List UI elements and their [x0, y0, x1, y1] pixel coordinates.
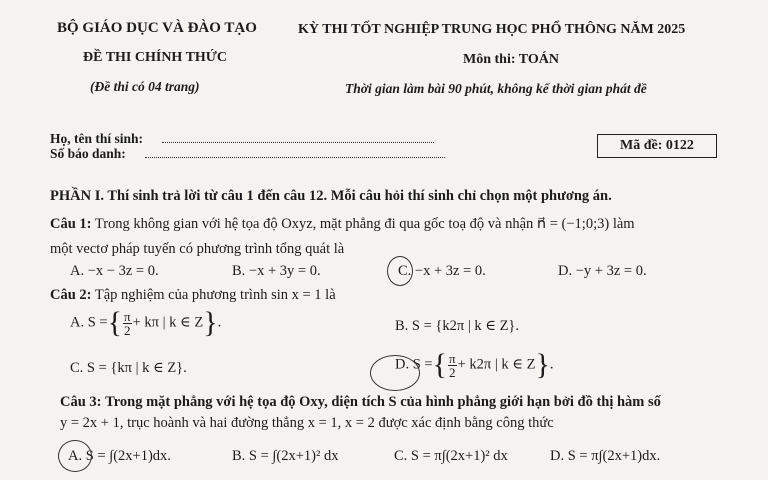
- q3-option-d[interactable]: D. S = π∫(2x+1)dx.: [550, 448, 661, 464]
- official-label: ĐỀ THI CHÍNH THỨC: [83, 50, 228, 65]
- q3-answer-circle-mark: [58, 440, 92, 472]
- q1-stem-line1: Trong không gian với hệ tọa độ Oxyz, mặt phẳng đi qua gốc toạ độ và nhận n⃗ = (−1;0;3) làm: [94, 216, 635, 232]
- q2-answer-circle-mark: [370, 355, 420, 391]
- pages-note: (Đề thi có 04 trang): [90, 79, 200, 94]
- fraction-numerator: π: [124, 308, 131, 324]
- brace-open-icon: {: [432, 348, 447, 381]
- candidate-id-label: Số báo danh:: [50, 146, 126, 161]
- brace-close-icon: }: [203, 306, 218, 339]
- q3-text1: [60, 394, 661, 411]
- q3-option-c[interactable]: C. S = π∫(2x+1)² dx: [394, 448, 508, 464]
- q1-option-d[interactable]: D. −y + 3z = 0.: [558, 263, 647, 279]
- q3-option-b[interactable]: B. S = ∫(2x+1)² dx: [232, 448, 339, 464]
- q2-option-a-period: .: [217, 314, 222, 331]
- q1-option-a[interactable]: A. −x − 3z = 0.: [70, 263, 159, 279]
- fraction-numerator: π: [449, 350, 456, 366]
- q3-stem-line1: Trong mặt phẳng với hệ tọa độ Oxy, diện tích S của hình phẳng giới hạn bởi đồ thị hàm số: [105, 394, 661, 410]
- q2-option-a-fraction: [123, 310, 132, 337]
- q2-option-c[interactable]: C. S = {kπ | k ∈ Z}.: [70, 360, 187, 376]
- fraction-denominator: 2: [449, 364, 456, 380]
- q1-answer-circle-mark: [387, 256, 413, 286]
- q2-option-d-suffix: + k2π | k ∈ Z: [457, 356, 536, 373]
- q1-text1: [50, 216, 635, 233]
- candidate-name-line: [162, 142, 434, 143]
- fraction-denominator: 2: [124, 322, 131, 338]
- q1-option-c-letter: C.: [398, 263, 412, 279]
- q2-option-a-suffix: + kπ | k ∈ Z: [132, 314, 204, 331]
- part1-title: PHẦN I. Thí sinh trả lời từ câu 1 đến câu 12. Mỗi câu hỏi thí sinh chỉ chọn một phương án.: [50, 188, 612, 204]
- candidate-name-label: Họ, tên thí sinh:: [50, 131, 144, 146]
- brace-open-icon: {: [107, 306, 122, 339]
- q2-option-a-prefix: A. S =: [70, 314, 108, 331]
- q2-option-d-prefix: D. S =: [395, 356, 433, 373]
- q2-option-a[interactable]: [70, 308, 221, 338]
- exam-title: KỲ THI TỐT NGHIỆP TRUNG HỌC PHỔ THÔNG NĂM 2025: [298, 22, 686, 37]
- q2-option-b[interactable]: B. S = {k2π | k ∈ Z}.: [395, 318, 520, 334]
- exam-code-box: Mã đề: 0122: [597, 134, 717, 158]
- q2-option-d-period: .: [549, 356, 554, 373]
- candidate-id-line: [145, 157, 445, 158]
- ministry-title: BỘ GIÁO DỤC VÀ ĐÀO TẠO: [57, 20, 257, 36]
- q3-option-a-letter: A.: [68, 448, 83, 464]
- time-note: Thời gian làm bài 90 phút, không kể thời gian phát đề: [345, 81, 647, 96]
- q1-option-c-text: −x + 3z = 0.: [414, 263, 486, 279]
- q2-stem: Tập nghiệm của phương trình sin x = 1 là: [94, 287, 336, 303]
- q3-label: Câu 3:: [60, 394, 102, 410]
- q2-label: Câu 2:: [50, 287, 92, 303]
- brace-close-icon: }: [535, 348, 550, 381]
- q2-text: [50, 287, 336, 304]
- q1-label: Câu 1:: [50, 216, 92, 232]
- q1-option-b[interactable]: B. −x + 3y = 0.: [232, 263, 321, 279]
- q2-option-d-fraction: [448, 352, 457, 379]
- q3-stem-line2: y = 2x + 1, trục hoành và hai đường thẳng x = 1, x = 2 được xác định bằng công thức: [60, 415, 554, 431]
- subject-label: Môn thi: TOÁN: [463, 52, 559, 67]
- q1-stem-line2: một vectơ pháp tuyến có phương trình tổng quát là: [50, 241, 345, 257]
- q3-option-a-text: S = ∫(2x+1)dx.: [85, 448, 171, 464]
